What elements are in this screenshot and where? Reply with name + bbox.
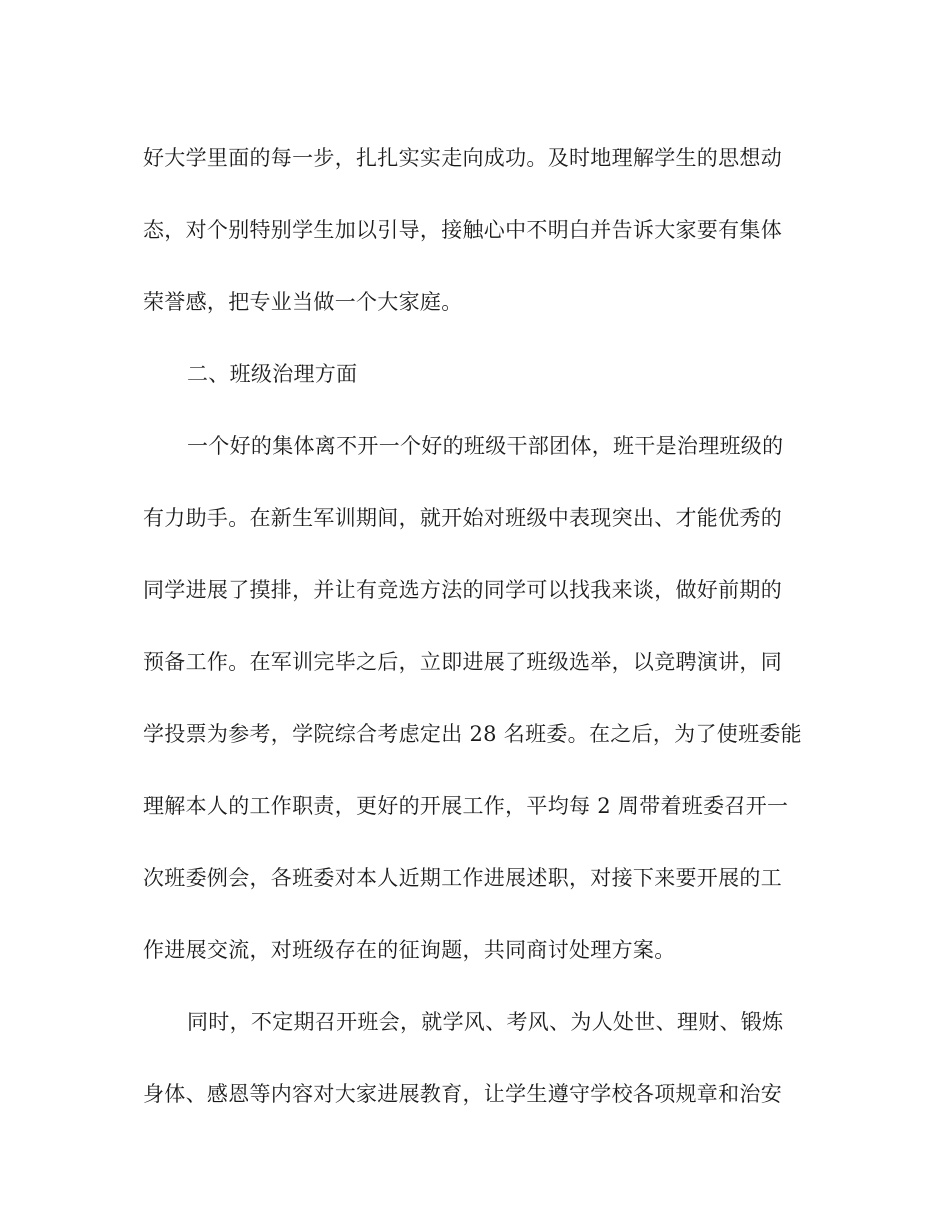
text-line-2: 态，对个别特别学生加以引导，接触心中不明白并告诉大家要有集体 [143, 218, 782, 242]
document-body [143, 138, 815, 1146]
text-line-11: 次班委例会，各班委对本人近期工作进展述职，对接下来要开展的工 [143, 866, 782, 890]
section-heading: 二、班级治理方面 [187, 362, 358, 386]
text-line-12: 作进展交流，对班级存在的征询题，共同商讨处理方案。 [143, 938, 676, 962]
text-line-8: 预备工作。在军训完毕之后，立即进展了班级选举，以竞聘演讲，同 [143, 650, 782, 674]
text-line-10: 理解本人的工作职责，更好的开展工作，平均每 2 周带着班委召开一 [143, 794, 789, 818]
text-line-13: 同时，不定期召开班会，就学风、考风、为人处世、理财、锻炼 [187, 1010, 784, 1034]
text-line-6: 有力助手。在新生军训期间，就开始对班级中表现突出、才能优秀的 [143, 506, 782, 530]
text-line-5: 一个好的集体离不开一个好的班级干部团体，班干是治理班级的 [187, 434, 784, 458]
text-line-1: 好大学里面的每一步，扎扎实实走向成功。及时地理解学生的思想动 [143, 146, 782, 170]
text-line-14: 身体、感恩等内容对大家进展教育，让学生遵守学校各项规章和治安 [143, 1082, 782, 1106]
text-line-9: 学投票为参考，学院综合考虑定出 28 名班委。在之后，为了使班委能 [143, 722, 802, 746]
text-line-7: 同学进展了摸排，并让有竞选方法的同学可以找我来谈，做好前期的 [143, 578, 782, 602]
text-line-3: 荣誉感，把专业当做一个大家庭。 [143, 290, 463, 314]
